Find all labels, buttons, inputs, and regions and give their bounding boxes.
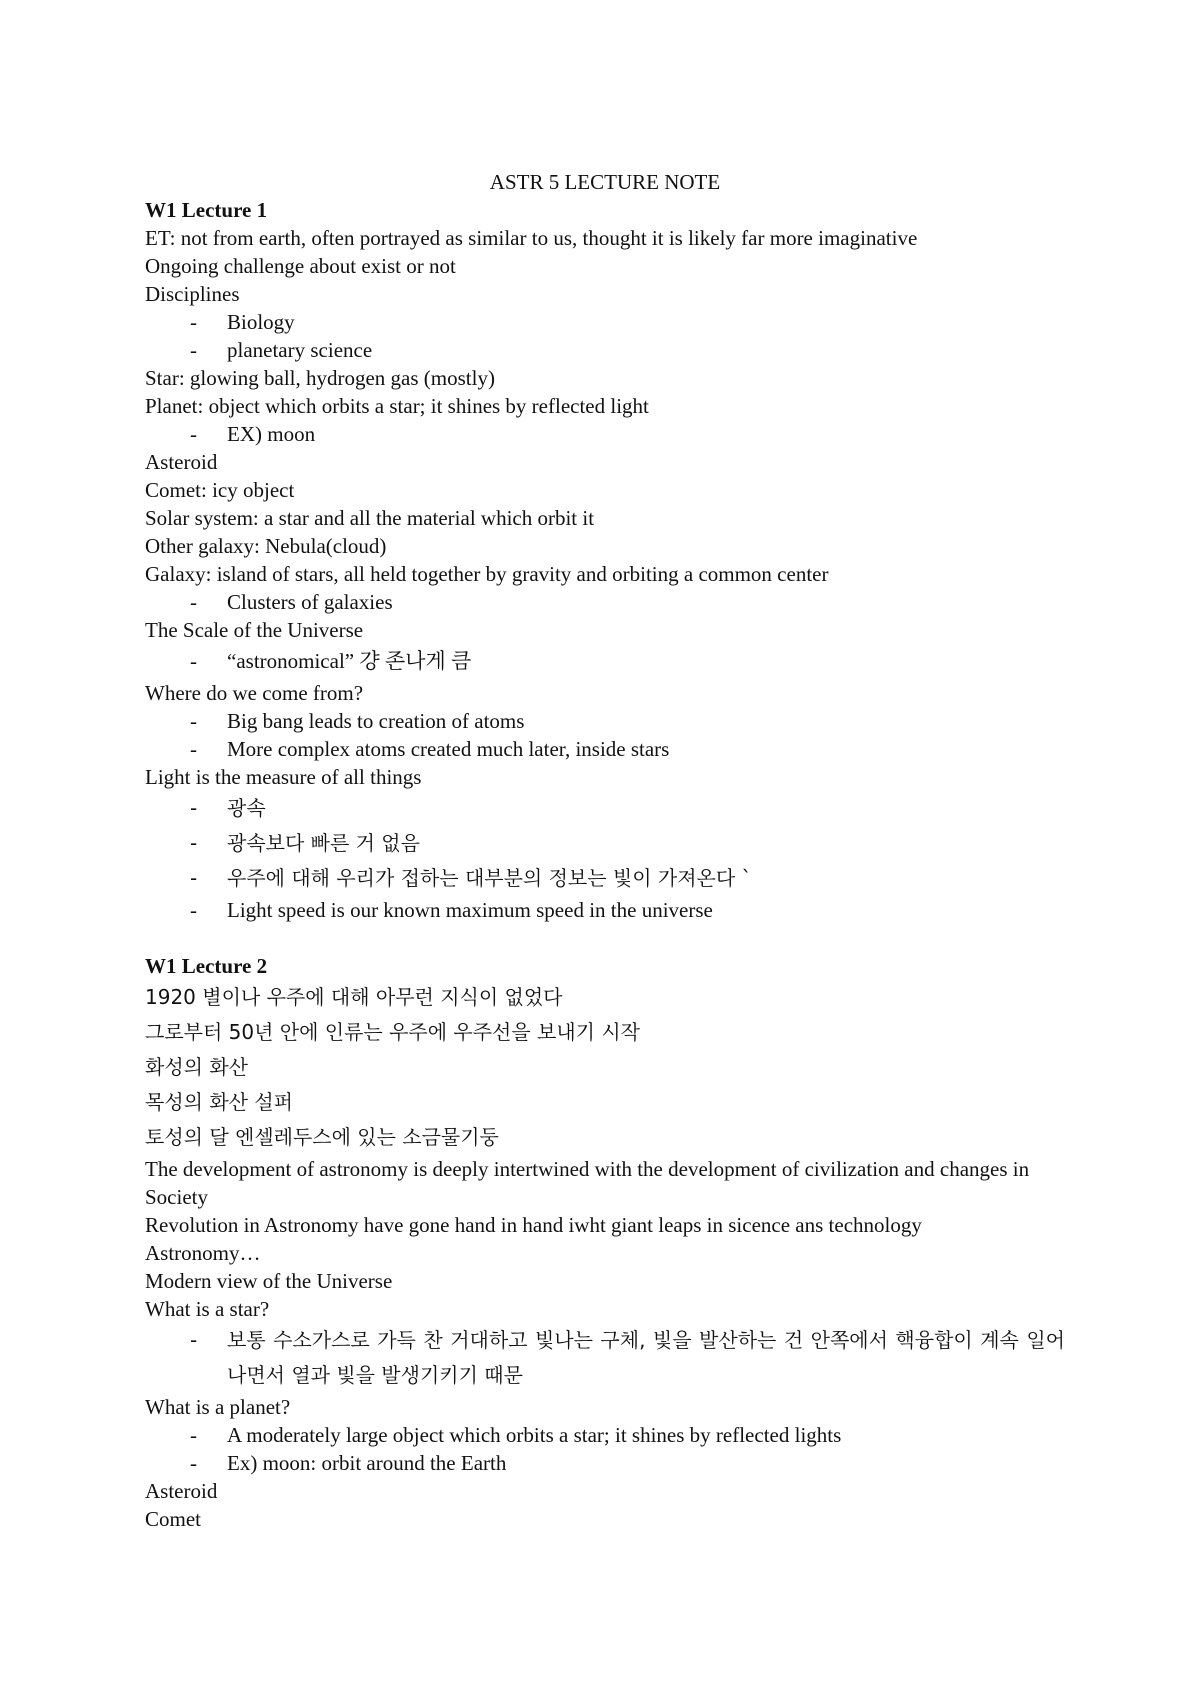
bullet-item: - 광속 — [190, 796, 266, 820]
bullet-text: Light speed is our known maximum speed in the universe — [227, 898, 713, 922]
lecture-note — [145, 168, 1065, 1533]
bullet-text: 광속 — [227, 796, 266, 820]
note-line: The Scale of the Universe — [145, 618, 364, 642]
note-line: What is a star? — [145, 1297, 270, 1321]
bullet-item: - 우주에 대해 우리가 접하는 대부분의 정보는 빛이 가져온다 ` — [190, 866, 752, 890]
note-line: Revolution in Astronomy have gone hand in hand iwht giant leaps in sicence ans technology — [145, 1213, 922, 1237]
note-line: Star: glowing ball, hydrogen gas (mostly) — [145, 366, 495, 390]
note-line: 화성의 화산 — [145, 1055, 248, 1079]
bullet-item: - “astronomical” 걍 존나게 큼 — [190, 649, 472, 673]
note-line: Asteroid — [145, 450, 218, 474]
note-line: What is a planet? — [145, 1395, 291, 1419]
bullet-text: 보통 수소가스로 가득 찬 거대하고 빛나는 구체, 빛을 발산하는 건 안쪽에서 핵융합이 계속 일어나면서 열과 빛을 발생기키기 때문 — [227, 1328, 1065, 1387]
bullet-item: - Light speed is our known maximum speed in the universe — [190, 898, 713, 922]
bullet-item: - Biology — [190, 310, 295, 334]
note-line: Ongoing challenge about exist or not — [145, 254, 456, 278]
note-line: ET: not from earth, often portrayed as similar to us, thought it is likely far more imaginative — [145, 226, 918, 250]
note-line: 1920 별이나 우주에 대해 아무런 지식이 없었다 — [145, 985, 563, 1009]
bullet-item: - planetary science — [190, 338, 373, 362]
bullet-text: 우주에 대해 우리가 접하는 대부분의 정보는 빛이 가져온다 ` — [227, 866, 752, 890]
bullet-item: - EX) moon — [190, 422, 316, 446]
note-line: Asteroid — [145, 1479, 218, 1503]
note-line: Other galaxy: Nebula(cloud) — [145, 534, 387, 558]
lecture-1-heading: W1 Lecture 1 — [145, 198, 268, 222]
bullet-text: Ex) moon: orbit around the Earth — [227, 1451, 507, 1475]
note-line: Solar system: a star and all the material which orbit it — [145, 506, 595, 530]
bullet-item: - Clusters of galaxies — [190, 590, 393, 614]
note-line: Galaxy: island of stars, all held together by gravity and orbiting a common center — [145, 562, 829, 586]
bullet-text: A moderately large object which orbits a star; it shines by reflected lights — [227, 1423, 842, 1447]
note-line: Comet — [145, 1507, 201, 1531]
note-line: 목성의 화산 설퍼 — [145, 1090, 293, 1114]
document-title: ASTR 5 LECTURE NOTE — [489, 170, 721, 194]
bullet-text: Big bang leads to creation of atoms — [227, 709, 525, 733]
bullet-text: planetary science — [227, 338, 373, 362]
note-line: Astronomy… — [145, 1241, 261, 1265]
bullet-item: - 광속보다 빠른 거 없음 — [190, 831, 420, 855]
bullet-item: - A moderately large object which orbits a star; it shines by reflected lights — [190, 1423, 842, 1447]
bullet-item: - Ex) moon: orbit around the Earth — [190, 1451, 507, 1475]
bullet-item: - 보통 수소가스로 가득 찬 거대하고 빛나는 구체, 빛을 발산하는 건 안쪽에서 핵융합이 계속 일어나면서 열과 빛을 발생기키기 때문 — [190, 1328, 1065, 1387]
bullet-text: More complex atoms created much later, inside stars — [227, 737, 670, 761]
note-line: Where do we come from? — [145, 681, 364, 705]
note-line: Modern view of the Universe — [145, 1269, 393, 1293]
note-line: The development of astronomy is deeply intertwined with the development of civilization and changes in Society — [145, 1157, 1030, 1209]
bullet-text: Clusters of galaxies — [227, 590, 393, 614]
bullet-text: 광속보다 빠른 거 없음 — [227, 831, 420, 855]
bullet-text: “astronomical” 걍 존나게 큼 — [227, 649, 472, 673]
bullet-item: - More complex atoms created much later, inside stars — [190, 737, 670, 761]
note-line: Comet: icy object — [145, 478, 295, 502]
note-line: Disciplines — [145, 282, 240, 306]
note-line: Light is the measure of all things — [145, 765, 422, 789]
bullet-text: Biology — [227, 310, 295, 334]
bullet-item: - Big bang leads to creation of atoms — [190, 709, 525, 733]
lecture-2-heading: W1 Lecture 2 — [145, 954, 268, 978]
bullet-text: EX) moon — [227, 422, 316, 446]
note-line: 토성의 달 엔셀레두스에 있는 소금물기둥 — [145, 1125, 499, 1149]
note-line: 그로부터 50년 안에 인류는 우주에 우주선을 보내기 시작 — [145, 1020, 640, 1044]
note-line: Planet: object which orbits a star; it shines by reflected light — [145, 394, 649, 418]
